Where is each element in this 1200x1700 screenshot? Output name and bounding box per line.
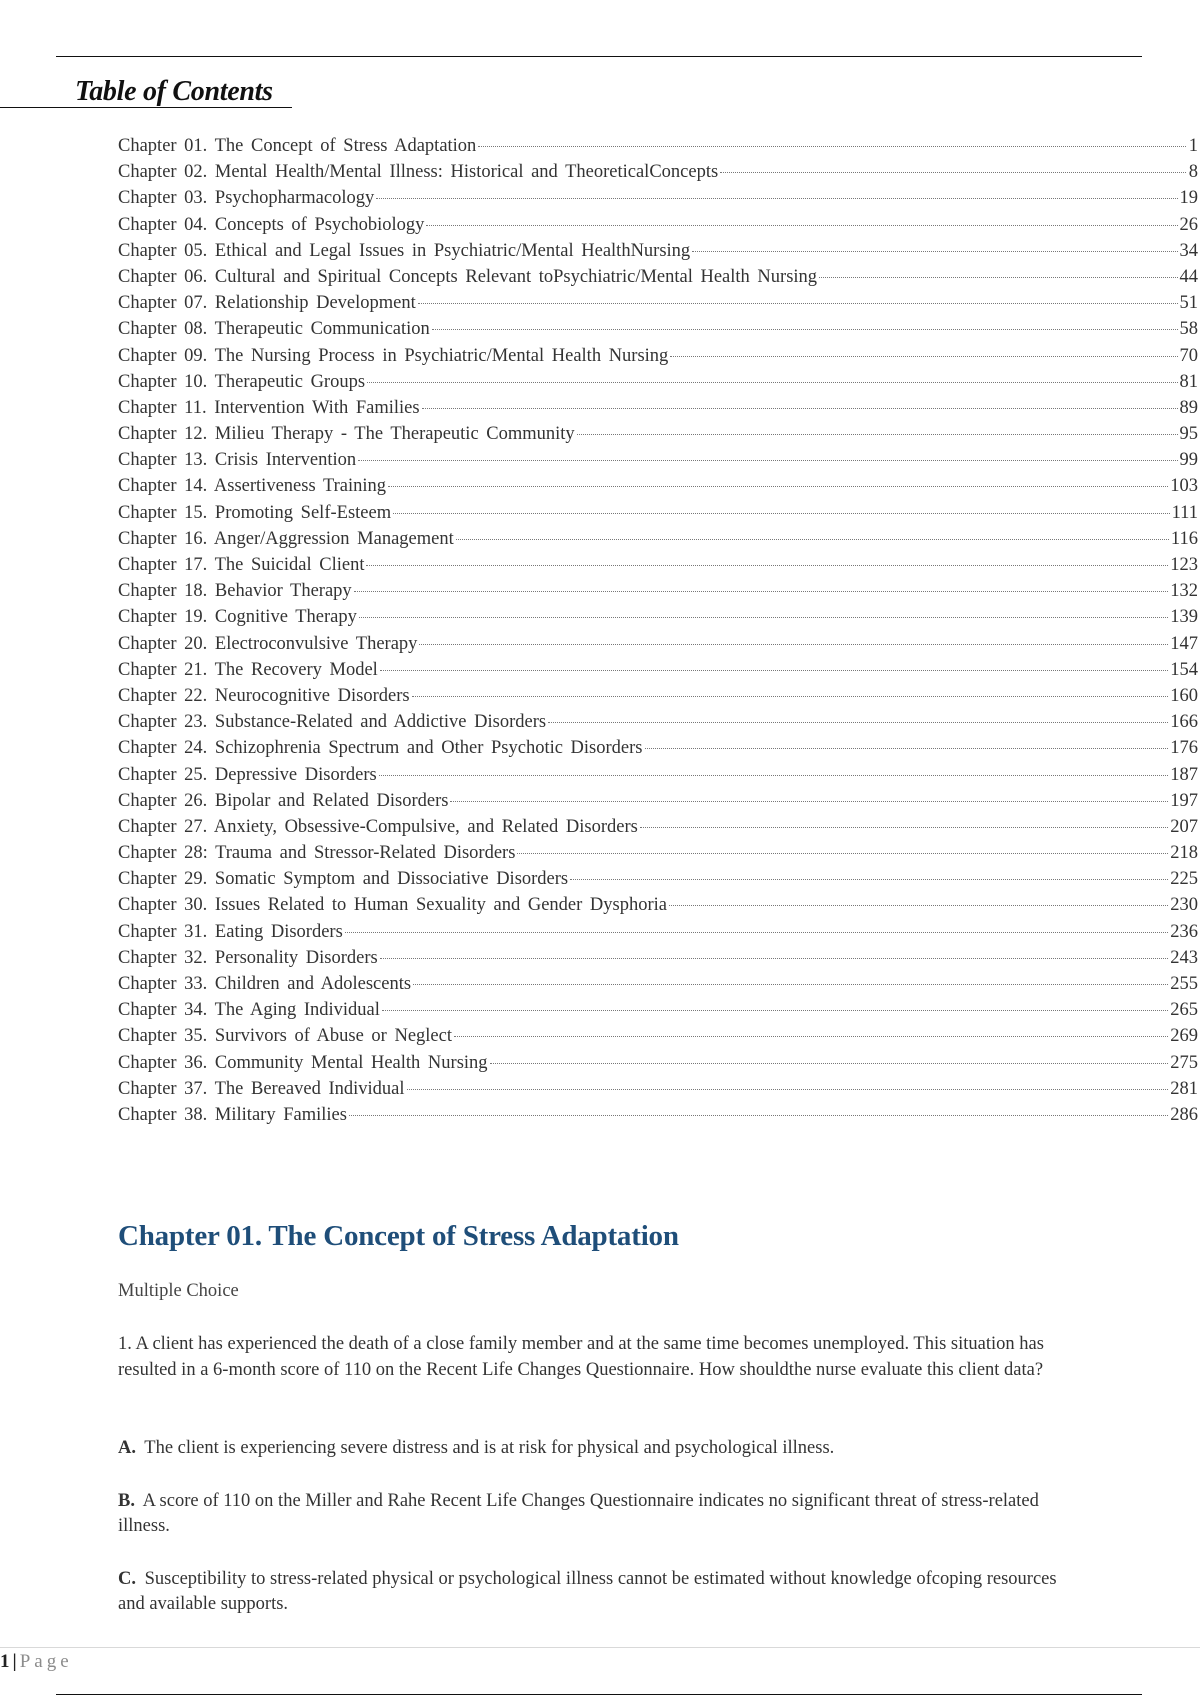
toc-entry-label: Chapter 17. The Suicidal Client — [118, 555, 365, 575]
toc-entry-label: Chapter 34. The Aging Individual — [118, 1000, 380, 1021]
option-letter: A. — [118, 1438, 136, 1458]
toc-entry[interactable] — [118, 660, 1198, 686]
toc-entry-label: Chapter 28: Trauma and Stressor-Related Disorders — [118, 843, 516, 864]
toc-entry-page: 123 — [1170, 555, 1198, 575]
toc-dot-leader — [432, 329, 1178, 330]
toc-entry[interactable] — [118, 1026, 1198, 1052]
toc-entry[interactable] — [118, 162, 1198, 188]
toc-entry-page: 275 — [1170, 1052, 1198, 1073]
toc-entry-label: Chapter 10. Therapeutic Groups — [118, 371, 366, 392]
toc-dot-leader — [454, 1036, 1168, 1037]
toc-entry[interactable] — [118, 712, 1198, 738]
toc-entry[interactable] — [118, 529, 1198, 555]
toc-entry-page: 243 — [1170, 947, 1198, 968]
toc-entry[interactable] — [118, 948, 1198, 974]
toc-dot-leader — [517, 853, 1168, 854]
question-text: 1. A client has experienced the death of a close family member and at the same time becomes unemployed. This situation has resulted in a 6-month score of 110 on the Recent Life Changes Questionnaire. How shouldthe nurse evaluate this client data? — [118, 1334, 1044, 1380]
toc-entry[interactable] — [118, 555, 1198, 581]
toc-entry-label: Chapter 19. Cognitive Therapy — [118, 607, 357, 628]
toc-entry[interactable] — [118, 765, 1198, 791]
toc-dot-leader — [418, 303, 1178, 304]
toc-dot-leader — [382, 1010, 1168, 1011]
toc-entry-page: 26 — [1179, 214, 1198, 235]
toc-entry-page: 154 — [1170, 659, 1198, 680]
toc-dot-leader — [379, 775, 1169, 776]
toc-entry[interactable] — [118, 372, 1198, 398]
toc-dot-leader — [345, 932, 1168, 933]
toc-dot-leader — [720, 172, 1186, 173]
page-word: Page — [19, 1651, 73, 1672]
toc-entry[interactable] — [118, 791, 1198, 817]
toc-entry-page: 286 — [1170, 1104, 1198, 1125]
toc-entry-label: Chapter 06. Cultural and Spiritual Concepts Relevant toPsychiatric/Mental Health Nursing — [118, 266, 818, 287]
toc-entry-label: Chapter 24. Schizophrenia Spectrum and Other Psychotic Disorders — [118, 738, 643, 759]
toc-dot-leader — [692, 251, 1177, 252]
toc-entry-label: Chapter 07. Relationship Development — [118, 293, 416, 314]
page-separator: | — [12, 1651, 17, 1672]
toc-entry[interactable] — [118, 1053, 1198, 1079]
toc-dot-leader — [393, 513, 1170, 514]
toc-dot-leader — [366, 565, 1168, 566]
toc-entry[interactable] — [118, 843, 1198, 869]
option-letter: B. — [118, 1491, 135, 1511]
toc-entry-label: Chapter 26. Bipolar and Related Disorders — [118, 790, 449, 811]
toc-entry[interactable] — [118, 869, 1198, 895]
toc-entry[interactable] — [118, 136, 1198, 162]
toc-entry-label: Chapter 13. Crisis Intervention — [118, 450, 357, 471]
toc-entry[interactable] — [118, 1000, 1198, 1026]
toc-entry-page: 1 — [1188, 136, 1198, 156]
toc-entry-label: Chapter 32. Personality Disorders — [118, 947, 378, 968]
toc-entry-label: Chapter 29. Somatic Symptom and Dissociative Disorders — [118, 869, 569, 890]
toc-entry-page: 51 — [1179, 293, 1198, 314]
toc-entry-page: 8 — [1188, 162, 1198, 183]
toc-entry-page: 81 — [1179, 371, 1198, 392]
toc-dot-leader — [388, 486, 1168, 487]
toc-entry-page: 19 — [1179, 188, 1198, 209]
toc-entry-page: 176 — [1170, 738, 1198, 759]
toc-dot-leader — [548, 722, 1168, 723]
toc-entry-label: Chapter 30. Issues Related to Human Sexuality and Gender Dysphoria — [118, 895, 667, 916]
toc-entry[interactable] — [118, 922, 1198, 948]
section-label: Multiple Choice — [118, 1281, 239, 1301]
toc-entry[interactable] — [118, 607, 1198, 633]
toc-dot-leader — [478, 146, 1186, 147]
toc-entry[interactable] — [118, 450, 1198, 476]
toc-dot-leader — [426, 225, 1177, 226]
toc-entry-label: Chapter 37. The Bereaved Individual — [118, 1078, 405, 1099]
toc-entry-page: 58 — [1179, 319, 1198, 340]
toc-dot-leader — [419, 644, 1168, 645]
toc-entry-page: 255 — [1170, 974, 1198, 994]
toc-entry-page: 281 — [1170, 1078, 1198, 1099]
toc-entry-label: Chapter 04. Concepts of Psychobiology — [118, 214, 425, 235]
footer-rule — [0, 1647, 1200, 1648]
toc-dot-leader — [349, 1115, 1168, 1116]
toc-list — [118, 136, 1198, 1131]
chapter-heading: Chapter 01. The Concept of Stress Adaptation — [118, 1220, 679, 1252]
toc-dot-leader — [490, 1063, 1169, 1064]
toc-dot-leader — [367, 382, 1177, 383]
toc-entry-page: 160 — [1170, 685, 1198, 706]
toc-entry-page: 111 — [1171, 502, 1198, 523]
toc-dot-leader — [422, 408, 1178, 409]
toc-entry[interactable] — [118, 503, 1198, 529]
toc-entry-label: Chapter 20. Electroconvulsive Therapy — [118, 633, 418, 654]
option-text: Susceptibility to stress-related physical or psychological illness cannot be estimated without knowledge ofcoping resources and available supports. — [118, 1569, 1057, 1614]
toc-dot-leader — [819, 277, 1177, 278]
toc-entry-label: Chapter 25. Depressive Disorders — [118, 764, 377, 785]
toc-dot-leader — [376, 198, 1177, 199]
toc-entry-label: Chapter 16. Anger/Aggression Management — [118, 528, 454, 549]
toc-entry-page: 44 — [1179, 266, 1198, 287]
toc-entry[interactable] — [118, 1079, 1198, 1105]
toc-entry-page: 95 — [1179, 424, 1198, 445]
toc-dot-leader — [456, 539, 1169, 540]
toc-entry-label: Chapter 31. Eating Disorders — [118, 921, 343, 942]
header-rule — [56, 56, 1142, 57]
toc-entry-label: Chapter 14. Assertiveness Training — [118, 476, 386, 497]
toc-entry-label: Chapter 35. Survivors of Abuse or Neglect — [118, 1026, 452, 1047]
bottom-rule — [56, 1694, 1142, 1695]
toc-title-underline — [0, 107, 292, 108]
toc-entry-page: 166 — [1170, 712, 1198, 733]
toc-entry-page: 197 — [1170, 790, 1198, 811]
toc-dot-leader — [407, 1089, 1169, 1090]
option-text: A score of 110 on the Miller and Rahe Recent Life Changes Questionnaire indicates no significant threat of stress-related illness. — [118, 1491, 1039, 1536]
toc-entry-label: Chapter 27. Anxiety, Obsessive-Compulsive, and Related Disorders — [118, 816, 638, 837]
page-footer — [0, 1651, 73, 1673]
toc-dot-leader — [358, 460, 1177, 461]
toc-entry-label: Chapter 12. Milieu Therapy - The Therapeutic Community — [118, 424, 575, 445]
toc-dot-leader — [640, 827, 1168, 828]
toc-entry-page: 269 — [1170, 1026, 1198, 1047]
toc-entry-page: 70 — [1179, 345, 1198, 366]
toc-entry-label: Chapter 33. Children and Adolescents — [118, 974, 412, 994]
option-text: The client is experiencing severe distress and is at risk for physical and psychological illness. — [144, 1438, 835, 1458]
toc-entry[interactable] — [118, 188, 1198, 214]
toc-entry[interactable] — [118, 215, 1198, 241]
toc-entry-label: Chapter 09. The Nursing Process in Psychiatric/Mental Health Nursing — [118, 345, 669, 366]
toc-entry-label: Chapter 11. Intervention With Families — [118, 397, 420, 418]
answer-option-c[interactable] — [118, 1567, 1078, 1617]
toc-dot-leader — [670, 356, 1177, 357]
toc-entry[interactable] — [118, 686, 1198, 712]
toc-entry-page: 89 — [1179, 397, 1198, 418]
toc-entry-page: 218 — [1170, 843, 1198, 864]
toc-dot-leader — [413, 984, 1168, 985]
toc-entry-label: Chapter 15. Promoting Self-Esteem — [118, 502, 392, 523]
toc-entry-page: 99 — [1179, 450, 1198, 471]
toc-entry-page: 116 — [1170, 528, 1198, 549]
page-number: 1 — [0, 1651, 10, 1672]
toc-entry[interactable] — [118, 974, 1198, 1000]
toc-entry[interactable] — [118, 581, 1198, 607]
toc-entry-page: 187 — [1170, 764, 1198, 785]
toc-entry-label: Chapter 38. Military Families — [118, 1104, 347, 1125]
toc-dot-leader — [450, 801, 1168, 802]
toc-entry-label: Chapter 03. Psychopharmacology — [118, 188, 375, 209]
toc-title: Table of Contents — [75, 76, 273, 107]
toc-entry-label: Chapter 36. Community Mental Health Nursing — [118, 1052, 488, 1073]
toc-entry-page: 147 — [1170, 633, 1198, 654]
toc-dot-leader — [380, 670, 1168, 671]
toc-dot-leader — [669, 905, 1168, 906]
toc-entry-page: 225 — [1170, 869, 1198, 890]
toc-entry[interactable] — [118, 817, 1198, 843]
toc-entry-label: Chapter 05. Ethical and Legal Issues in Psychiatric/Mental HealthNursing — [118, 240, 691, 261]
option-letter: C. — [118, 1569, 136, 1589]
toc-entry-page: 132 — [1170, 581, 1198, 602]
toc-dot-leader — [570, 879, 1168, 880]
toc-entry-label: Chapter 08. Therapeutic Communication — [118, 319, 430, 340]
toc-entry-page: 236 — [1170, 921, 1198, 942]
toc-entry-page: 139 — [1170, 607, 1198, 628]
toc-entry[interactable] — [118, 267, 1198, 293]
toc-entry[interactable] — [118, 1105, 1198, 1131]
toc-entry-label: Chapter 18. Behavior Therapy — [118, 581, 352, 602]
toc-entry-page: 230 — [1170, 895, 1198, 916]
toc-dot-leader — [380, 958, 1169, 959]
toc-entry-label: Chapter 22. Neurocognitive Disorders — [118, 685, 410, 706]
toc-entry-page: 103 — [1170, 476, 1198, 497]
toc-entry[interactable] — [118, 634, 1198, 660]
toc-dot-leader — [359, 617, 1168, 618]
toc-entry-label: Chapter 01. The Concept of Stress Adaptation — [118, 136, 477, 156]
toc-entry[interactable] — [118, 738, 1198, 764]
toc-entry[interactable] — [118, 319, 1198, 345]
toc-dot-leader — [577, 434, 1178, 435]
toc-entry[interactable] — [118, 895, 1198, 921]
toc-entry-label: Chapter 23. Substance-Related and Addictive Disorders — [118, 712, 547, 733]
toc-entry[interactable] — [118, 241, 1198, 267]
toc-entry[interactable] — [118, 346, 1198, 372]
toc-entry[interactable] — [118, 398, 1198, 424]
answer-option-b[interactable] — [118, 1489, 1078, 1539]
toc-entry[interactable] — [118, 476, 1198, 502]
toc-entry-page: 207 — [1170, 816, 1198, 837]
toc-entry-label: Chapter 02. Mental Health/Mental Illness: Historical and TheoreticalConcepts — [118, 162, 719, 183]
toc-dot-leader — [412, 696, 1169, 697]
toc-entry-label: Chapter 21. The Recovery Model — [118, 659, 378, 680]
toc-dot-leader — [645, 748, 1169, 749]
toc-entry[interactable] — [118, 293, 1198, 319]
toc-entry[interactable] — [118, 424, 1198, 450]
toc-dot-leader — [354, 591, 1169, 592]
answer-option-a[interactable] — [118, 1436, 1078, 1461]
toc-entry-page: 265 — [1170, 1000, 1198, 1021]
toc-entry-page: 34 — [1179, 240, 1198, 261]
